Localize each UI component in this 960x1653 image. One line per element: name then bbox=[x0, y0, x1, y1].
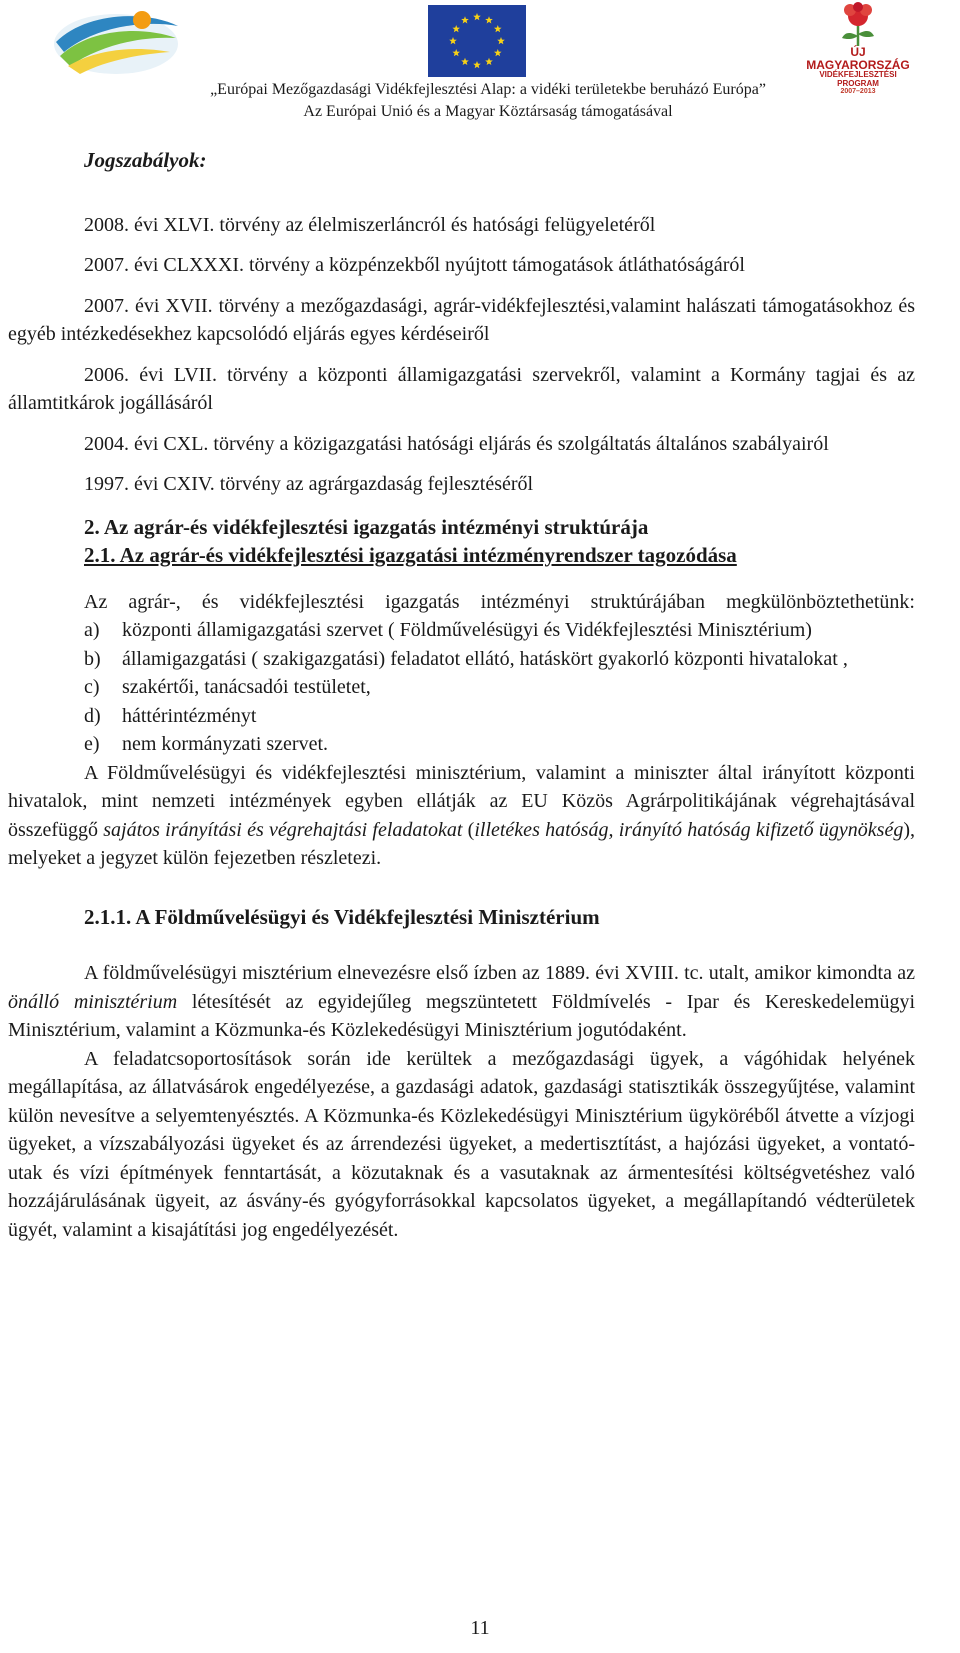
para-text: A földművelésügyi misztérium elnevezésre első ízben az 1889. évi XVIII. tc. utalt, amikor kimondta az bbox=[84, 962, 915, 984]
header-fund-line: „Európai Mezőgazdasági Vidékfejlesztési Alap: a vidéki területekbe beruházó Európa” bbox=[210, 81, 766, 98]
para-italic: sajátos irányítási és végrehajtási feladatokat bbox=[103, 818, 463, 841]
document-body bbox=[8, 140, 915, 1244]
law-item: 2008. évi XLVI. törvény az élelmiszerláncról és hatósági felügyeletéről bbox=[84, 213, 656, 236]
para-text: A Földművelésügyi és vidékfejlesztési minisztérium, valamint a miniszter által irányított központi hivatalok, mint nemzeti intézmények egyben ellátják az EU Közös Agrárpolitikájának végrehajtásával összefüggő bbox=[8, 761, 915, 841]
heading-2-1: 2.1. Az agrár-és vidékfejlesztési igazgatási intézményrendszer tagozódása bbox=[84, 543, 737, 567]
list-item bbox=[84, 702, 915, 731]
eu-flag bbox=[428, 5, 526, 77]
heading-2-1-1: 2.1.1. A Földművelésügyi és Vidékfejlesztési Minisztérium bbox=[84, 904, 600, 929]
law-item: 2004. évi CXL. törvény a közigazgatási hatósági eljárás és szolgáltatás általános szabályairól bbox=[84, 432, 829, 455]
para-text: ( bbox=[462, 818, 475, 841]
page-number: 11 bbox=[470, 1617, 490, 1639]
page-header bbox=[0, 0, 960, 125]
law-item: 1997. évi CXIV. törvény az agrárgazdaság fejlesztéséről bbox=[84, 473, 534, 495]
header-support-line: Az Európai Unió és a Magyar Köztársaság támogatásával bbox=[303, 103, 673, 120]
list-text: államigazgatási ( szakigazgatási) feladatot ellátó, hatáskört gyakorló központi hivatalokat , bbox=[122, 647, 848, 670]
logo-text-1: ÚJ MAGYARORSZÁG bbox=[806, 45, 910, 72]
logo-text-2: VIDÉKFEJLESZTÉSI PROGRAM bbox=[819, 70, 897, 88]
uj-magyarorszag-logo bbox=[798, 0, 918, 95]
para-italic: illetékes hatóság, irányító hatóság kifizető ügynökség bbox=[474, 818, 904, 841]
list-marker: e) bbox=[84, 733, 100, 755]
para-italic: önálló minisztérium bbox=[8, 990, 178, 1013]
list-text: szakértői, tanácsadói testületet, bbox=[122, 676, 371, 698]
logo-text-3: 2007–2013 bbox=[840, 87, 876, 95]
section-title: Jogszabályok: bbox=[84, 148, 207, 172]
law-item: 2006. évi LVII. törvény a központi államigazgatási szervekről, valamint a Kormány tagjai és az államtitkárok jogállásáról bbox=[8, 363, 915, 414]
list-text: központi államigazgatási szervet ( Földművelésügyi és Vidékfejlesztési Minisztérium) bbox=[122, 619, 812, 641]
list-marker: c) bbox=[84, 676, 100, 698]
list-text: háttérintézményt bbox=[122, 704, 257, 727]
list-intro: Az agrár-, és vidékfejlesztési igazgatás intézményi struktúrájában megkülönböztethetünk: bbox=[84, 590, 915, 613]
structure-list bbox=[8, 588, 915, 759]
eafrd-logo bbox=[46, 4, 186, 80]
list-item bbox=[84, 616, 915, 645]
para-text: ), melyeket a jegyzet külön fejezetben részletezi. bbox=[8, 818, 915, 869]
list-text: nem kormányzati szervet. bbox=[122, 733, 329, 755]
list-marker: d) bbox=[84, 704, 101, 727]
law-item: 2007. évi XVII. törvény a mezőgazdasági, agrár-vidékfejlesztési,valamint halászati támogatásokhoz és egyéb intézkedésekhez kapcsolódó eljárás egyes kérdéseiről bbox=[8, 294, 915, 345]
list-marker: a) bbox=[84, 619, 100, 641]
list-item bbox=[84, 645, 915, 674]
flower-icon bbox=[798, 0, 918, 48]
paragraph-tasks: A feladatcsoportosítások során ide kerültek a mezőgazdasági ügyek, a vágóhidak helyének megállapítása, az állatvásárok engedélyezése, a gazdasági adatok, gazdasági statisztikák összegyűjtése, valamint külön nevesítve a selyemtenyésztés. A Közmunka-és Közlekedésügyi Minisztérium ügyköréből átvette a vízjogi ügyeket, a vízszabályozási ügyeket és az árrendezési ügyeket, a medertisztítást, a hajózási ügyeket, a vontató-utak és vízi építmények fenntartását, a közutaknak és a vasutaknak az ármentesítési költségvetéshez való hozzájárulásának ügyeit, az ásvány-és gyógyforrásokkal kapcsolatos ügyeket, a megállapítandó védterületek ügyét, valamint a kisajátítási jog engedélyezését. bbox=[8, 1047, 915, 1241]
law-item: 2007. évi CLXXXI. törvény a közpénzekből nyújtott támogatások átláthatóságáról bbox=[84, 254, 745, 276]
law-list bbox=[8, 211, 915, 499]
para-text: létesítését az egyidejűleg megszüntetett Földmívelés - Ipar és Kereskedelemügyi Minisztérium, valamint a Közmunka-és Közlekedésügyi Minisztérium jogutódaként. bbox=[8, 990, 916, 1041]
paragraph-history bbox=[8, 959, 915, 1045]
paragraph-ministry-eu bbox=[8, 759, 915, 873]
list-item bbox=[84, 673, 915, 702]
list-item bbox=[84, 730, 915, 759]
heading-2: 2. Az agrár-és vidékfejlesztési igazgatás intézményi struktúrája bbox=[84, 514, 649, 539]
list-marker: b) bbox=[84, 647, 101, 670]
